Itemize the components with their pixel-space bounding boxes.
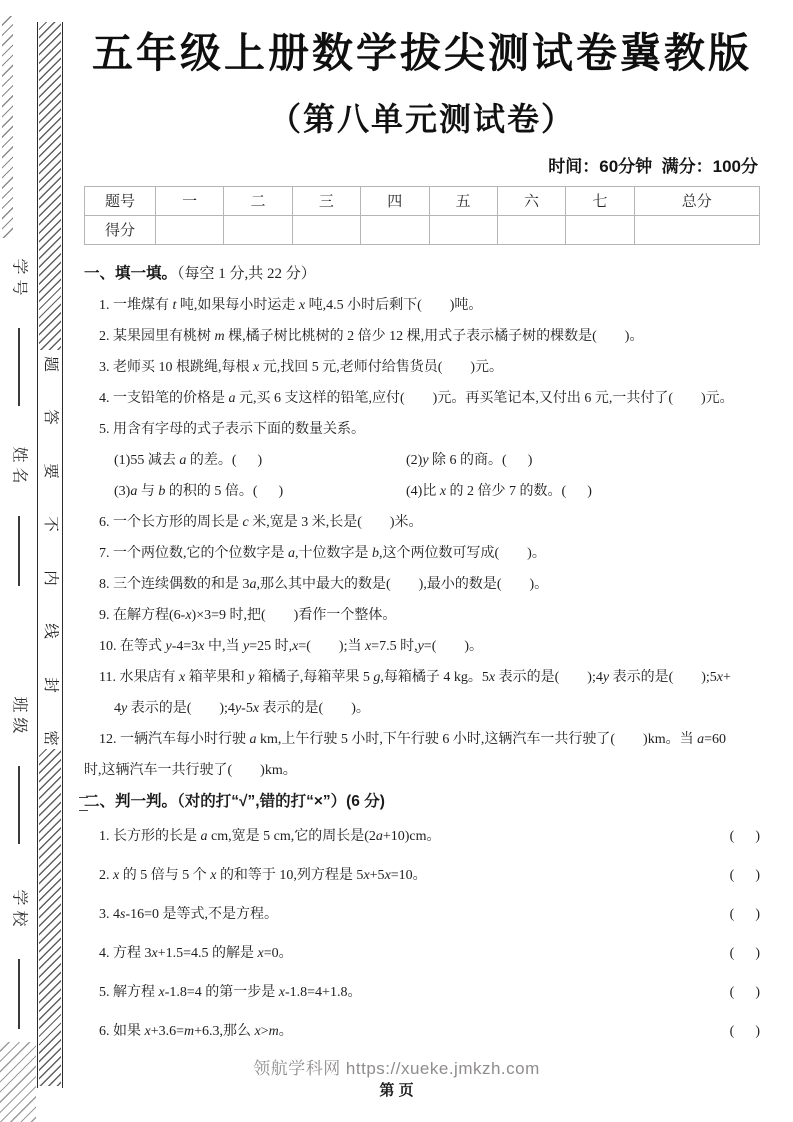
seal-hatch-bottom xyxy=(39,749,61,1086)
question-text: 3. 老师买 10 根跳绳,每根 x 元,找回 5 元,老师付给售货员( )元。 xyxy=(99,360,504,376)
question-item xyxy=(84,934,760,973)
score-table-header-cell: 二 xyxy=(224,187,292,216)
question-text: 5. 解方程 x-1.8=4 的第一步是 x-1.8=4+1.8。 xyxy=(99,985,362,1001)
fill-in-line xyxy=(18,766,19,844)
margin-label-char: 校 xyxy=(10,910,28,927)
score-empty-cell xyxy=(634,216,759,245)
question-text: 2. 某果园里有桃树 m 棵,橘子树比桃树的 2 倍少 12 棵,用式子表示橘子树的棵数是( )。 xyxy=(99,329,644,345)
score-empty-cell xyxy=(497,216,565,245)
fill-in-line xyxy=(18,328,19,406)
page-number-label: 第 页 xyxy=(379,1082,414,1099)
answer-parens: ( ) xyxy=(729,985,760,1001)
question-item xyxy=(84,662,760,693)
watermark-text: 领航学科网 https://xueke.jmkzh.com xyxy=(253,1059,540,1078)
fill-in-line xyxy=(18,516,19,586)
seal-notice-char: 线 xyxy=(42,623,59,639)
question-continuation: 4y 表示的是( );4y-5x 表示的是( )。 xyxy=(114,701,370,717)
answer-parens: ( ) xyxy=(729,868,760,884)
question-text: 1. 一堆煤有 t 吨,如果每小时运走 x 吨,4.5 小时后剩下( )吨。 xyxy=(99,298,483,314)
seal-hatch-top xyxy=(39,22,61,350)
score-table-header-cell: 五 xyxy=(429,187,497,216)
seal-notice-char: 内 xyxy=(42,569,59,586)
section-true-false xyxy=(84,786,760,1051)
seal-notice-char: 不 xyxy=(42,516,59,533)
seal-notice-char: 要 xyxy=(42,463,59,479)
margin-label-char: 学 xyxy=(10,258,28,275)
question-continuation: 时,这辆汽车一共行驶了( )km。 xyxy=(84,763,297,779)
section-note: （对的打“√”,错的打“×”）(6 分) xyxy=(177,793,385,811)
question-item xyxy=(84,507,760,538)
score-empty-cell xyxy=(361,216,429,245)
question-item xyxy=(84,290,760,321)
margin-label-char: 班 xyxy=(10,696,28,713)
question-text: 12. 一辆汽车每小时行驶 a km,上午行驶 5 小时,下午行驶 6 小时,这辆汽车一共行驶了( )km。当 a=60 xyxy=(99,732,727,748)
question-item xyxy=(84,321,760,352)
sub-question-row xyxy=(84,476,760,507)
section-fill-in-heading xyxy=(84,258,760,290)
section-note: （每空 1 分,共 22 分） xyxy=(177,266,316,283)
seal-notice-char: 答 xyxy=(42,409,59,426)
answer-parens: ( ) xyxy=(729,1024,760,1040)
sub-question-row xyxy=(84,445,760,476)
question-item xyxy=(84,973,760,1012)
seal-line-strip xyxy=(37,22,63,1088)
score-table-header-cell: 七 xyxy=(566,187,634,216)
score-table xyxy=(84,186,760,245)
sub-question-text: (3)a 与 b 的积的 5 倍。( ) xyxy=(114,484,284,500)
score-empty-cell xyxy=(292,216,360,245)
margin-label-char: 学 xyxy=(10,889,28,906)
sub-question-text: (4)比 x 的 2 倍少 7 的数。( ) xyxy=(406,484,592,500)
question-item xyxy=(84,569,760,600)
fill-in-line xyxy=(18,959,19,1029)
question-text: 3. 4s-16=0 是等式,不是方程。 xyxy=(99,907,279,923)
page-title: 五年级上册数学拔尖测试卷冀教版 xyxy=(92,30,752,76)
question-text: 9. 在解方程(6-x)×3=9 时,把( )看作一个整体。 xyxy=(99,608,397,624)
question-item xyxy=(84,631,760,662)
seal-notice-char: 密 xyxy=(42,730,59,746)
seal-notice-text xyxy=(38,355,62,747)
question-item xyxy=(84,817,760,856)
seal-notice-char: 封 xyxy=(42,676,59,693)
question-text: 4. 方程 3x+1.5=4.5 的解是 x=0。 xyxy=(99,946,293,962)
score-row-label-cell: 得分 xyxy=(85,216,156,245)
margin-label-char: 级 xyxy=(10,717,28,734)
question-text: 5. 用含有字母的式子表示下面的数量关系。 xyxy=(99,422,365,438)
margin-label-char: 号 xyxy=(10,279,28,296)
content-column xyxy=(84,0,760,1051)
margin-school-field xyxy=(6,887,32,1029)
sub-question-text: (1)55 减去 a 的差。( ) xyxy=(114,453,263,469)
question-item xyxy=(84,414,760,445)
question-text: 8. 三个连续偶数的和是 3a,那么其中最大的数是( ),最小的数是( )。 xyxy=(99,577,549,593)
score-table-header-cell: 三 xyxy=(292,187,360,216)
question-item xyxy=(84,724,760,755)
question-item xyxy=(84,383,760,414)
margin-class-field xyxy=(6,694,32,844)
question-item xyxy=(84,352,760,383)
margin-label-char: 名 xyxy=(10,467,28,484)
question-text: 6. 如果 x+3.6=m+6.3,那么 x>m。 xyxy=(99,1024,293,1040)
question-text: 7. 一个两位数,它的个位数字是 a,十位数字是 b,这个两位数可写成( )。 xyxy=(99,546,546,562)
score-table-header-cell: 一 xyxy=(156,187,224,216)
margin-label-char: 姓 xyxy=(10,446,28,463)
score-table-score-row xyxy=(85,216,760,245)
margin-student-id-field xyxy=(6,256,32,406)
question-item xyxy=(84,856,760,895)
time-score-meta: 时间：60分钟 满分：100分 xyxy=(548,157,758,177)
question-item xyxy=(84,895,760,934)
question-item xyxy=(84,1012,760,1051)
page-subtitle: （第八单元测试卷） xyxy=(268,101,575,138)
answer-parens: ( ) xyxy=(729,829,760,845)
question-text: 11. 水果店有 x 箱苹果和 y 箱橘子,每箱苹果 5 g,每箱橘子 4 kg。5x 表示的是( );4y 表示的是( );5x+ xyxy=(99,670,731,686)
section-true-false-heading xyxy=(84,786,760,817)
question-item xyxy=(84,600,760,631)
section-title: 二、判一判。 xyxy=(84,793,178,811)
sub-question-text: (2)y 除 6 的商。( ) xyxy=(406,453,533,469)
question-text: 6. 一个长方形的周长是 c 米,宽是 3 米,长是( )米。 xyxy=(99,515,423,531)
answer-parens: ( ) xyxy=(729,907,760,923)
section-title: 一、填一填。 xyxy=(84,265,178,283)
score-empty-cell xyxy=(224,216,292,245)
score-table-header-cell: 六 xyxy=(497,187,565,216)
seal-notice-char: 题 xyxy=(42,356,59,372)
score-empty-cell xyxy=(429,216,497,245)
margin-name-field xyxy=(6,444,32,586)
question-text: 4. 一支铅笔的价格是 a 元,买 6 支这样的铅笔,应付( )元。再买笔记本,又付出 6 元,一共付了( )元。 xyxy=(99,391,734,407)
question-item xyxy=(84,538,760,569)
score-table-header-row xyxy=(85,187,760,216)
score-table-header-cell: 四 xyxy=(361,187,429,216)
section-fill-in xyxy=(84,258,760,786)
question-text: 2. x 的 5 倍与 5 个 x 的和等于 10,列方程是 5x+5x=10。 xyxy=(99,868,427,884)
margin-rail xyxy=(6,0,36,1122)
score-empty-cell xyxy=(566,216,634,245)
question-text: 1. 长方形的长是 a cm,宽是 5 cm,它的周长是(2a+10)cm。 xyxy=(99,829,441,845)
score-empty-cell xyxy=(156,216,224,245)
score-table-header-cell: 总分 xyxy=(634,187,759,216)
question-text: 10. 在等式 y-4=3x 中,当 y=25 时,x=( );当 x=7.5 时,y=( )。 xyxy=(99,639,484,655)
fill-in-question-list xyxy=(84,290,760,786)
score-table-header-cell: 题号 xyxy=(85,187,156,216)
answer-parens: ( ) xyxy=(729,946,760,962)
true-false-question-list xyxy=(84,817,760,1051)
